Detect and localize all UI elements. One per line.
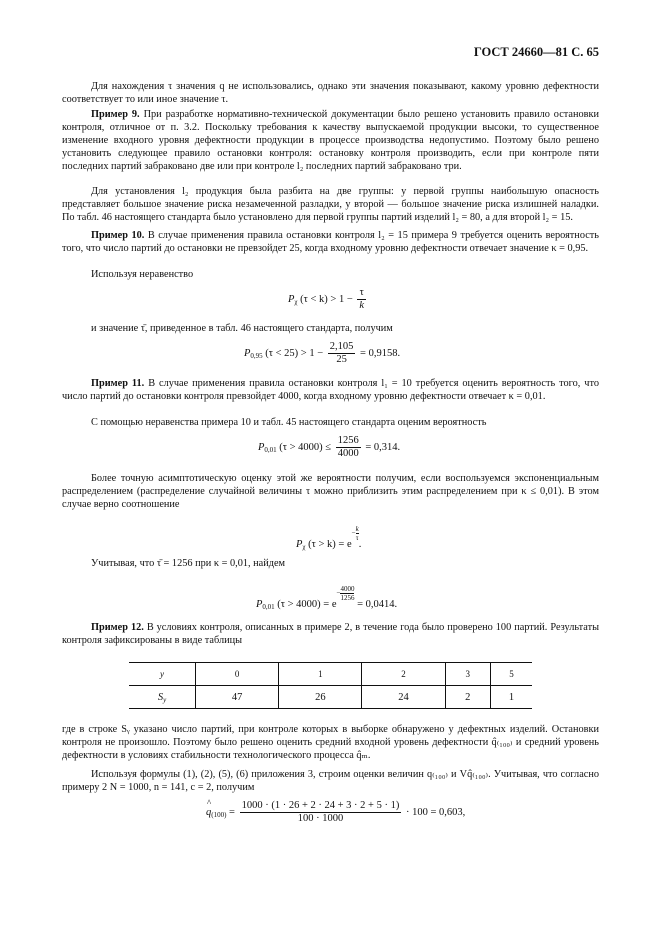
formula-6-result: · 100 = 0,603,	[405, 806, 466, 818]
table-cell: 5	[490, 663, 532, 686]
paragraph-inequality: Используя неравенство	[91, 269, 194, 280]
page-header: ГОСТ 24660—81 С. 65	[473, 45, 599, 59]
example-10-label: Пример 10.	[91, 230, 145, 241]
paragraph-groups: Для установления l₂ продукция была разбита на две группы: у первой группы наибольшую опасность представляет большое значение риска незамеченной разладки, у второй — большое значение риска излишней наладки. По табл. 46 настоящего стандарта было установлено для первой группы партий изделий l₂ = 80, а для второй l₂ = 15.	[62, 186, 599, 223]
formula-1-lhs: P	[288, 293, 295, 305]
formula-5-arg: (τ > 4000) = e	[277, 599, 337, 611]
formula-3-result: = 0,314.	[365, 441, 401, 453]
table-cell: 47	[196, 686, 279, 709]
formula-5	[256, 585, 397, 611]
example-11-text: В случае применения правила остановки контроля l₁ = 10 требуется оценить вероятность того, что число партий до остановки контроля превзойдет 4000, когда входному уровню дефектности отвечает κ = 0,01.	[62, 378, 599, 402]
formula-1	[288, 287, 368, 312]
paragraph-formulas: Используя формулы (1), (2), (5), (6) приложения 3, строим оценки величин q₍₁₀₀₎ и Vq̂₍₁₀₀₎. Учитывая, что согласно примеру 2 N = 1000, n = 141, c = 2, получим	[62, 769, 599, 793]
formula-5-exponent: − $\frac{4000}{1256}$	[336, 585, 355, 602]
formula-6-sub: (100)	[211, 810, 227, 819]
example-10-text: В случае применения правила остановки контроля l₂ = 15 примера 9 требуется оценить вероятность того, что число партий до остановки не превзойдет 25, когда входному уровню дефектности отвечает значение κ = 0,95.	[62, 230, 599, 254]
formula-5-exp-den: 1256	[340, 594, 355, 602]
paragraph-asymptotic: Более точную асимптотическую оценку этой же вероятности получим, если воспользуемся экспоненциальным распределением (распределение случайной величины τ можно приблизить этим распределением при κ ≤ 0,01). В этом случае верно соотношение	[62, 473, 599, 510]
formula-6-num: 1000 · (1 · 26 + 2 · 24 + 3 · 2 + 5 · 1)	[241, 800, 400, 811]
formula-2-num: 2,105	[329, 341, 354, 352]
paragraph-tau-value: и значение τ̄, приведенное в табл. 46 настоящего стандарта, получим	[91, 323, 393, 334]
table-row-label-s-main: S	[157, 691, 164, 703]
formula-6-lhs: ^ q	[206, 806, 211, 819]
paragraph-tau-note: Для нахождения τ значения q не использовались, однако эти значения показывают, какому уровню дефектности соответствует то или иное значение τ.	[62, 81, 599, 105]
formula-2-sub: 0,95	[250, 351, 263, 360]
formula-4-lhs: P	[296, 539, 303, 551]
formula-2-result: = 0,9158.	[360, 347, 401, 359]
formula-5-lhs: P	[256, 599, 263, 611]
formula-2-den: 25	[336, 354, 347, 365]
formula-1-num: τ	[357, 287, 366, 300]
paragraph-considering: Учитывая, что τ̄ = 1256 при κ = 0,01, найдем	[91, 558, 286, 569]
table-cell: 26	[279, 686, 362, 709]
formula-3-sub: 0,01	[264, 445, 277, 454]
formula-1-fraction	[357, 287, 366, 312]
example-9-label: Пример 9.	[91, 109, 140, 120]
table-cell: 24	[362, 686, 445, 709]
example-12	[62, 621, 599, 647]
table-cell: 1	[490, 686, 532, 709]
formula-4-exp-num: k	[355, 525, 359, 533]
example-12-text: В условиях контроля, описанных в примере 2, в течение года было проверено 100 партий. Результаты контроля зафиксированы в виде таблицы	[62, 622, 599, 646]
formula-1-arg: (τ < k) > 1 −	[300, 293, 353, 305]
formula-4	[296, 525, 361, 551]
formula-3-num: 1256	[337, 435, 359, 446]
table-cell: 2	[445, 686, 490, 709]
formula-1-sub: χ	[294, 297, 298, 306]
table-row-y	[129, 663, 532, 686]
example-9	[62, 108, 599, 173]
formula-3-arg: (τ > 4000) ≤	[279, 441, 332, 453]
formula-6-fraction	[240, 800, 402, 825]
table-cell: 2	[362, 663, 445, 686]
paragraph-table-explanation: где в строке Sᵧ указано число партий, при контроле которых в выборке обнаружено y дефектных изделий. Остановки контроля не произошло. Поэтому было решено оценить средний входной уровень дефектности q̂₍₁₀₀₎ и средний уровень дефектности в условиях стабильности технологического процесса q̂ₘ.	[62, 724, 599, 761]
formula-3-fraction	[336, 435, 361, 460]
formula-2-lhs: P	[244, 347, 251, 359]
table-cell: 0	[196, 663, 279, 686]
formula-6-den: 100 · 1000	[297, 813, 344, 824]
formula-3-lhs: P	[258, 441, 265, 453]
example-11-label: Пример 11.	[91, 378, 145, 389]
formula-4-sub: χ	[302, 543, 306, 552]
table-cell: 1	[279, 663, 362, 686]
example-11	[62, 377, 599, 403]
formula-1-den: k	[359, 300, 365, 311]
formula-4-tail: .	[358, 539, 362, 551]
formula-3-den: 4000	[337, 448, 359, 459]
formula-4-exponent: − $\frac{k}{\tau}$	[351, 525, 359, 542]
table-row-s	[129, 686, 532, 709]
results-table	[129, 662, 532, 709]
formula-2	[244, 341, 400, 366]
formula-5-sub: 0,01	[262, 603, 275, 612]
table-cell: 3	[445, 663, 490, 686]
table-row-label-y: y	[129, 663, 196, 686]
example-10	[62, 229, 599, 255]
formula-3	[258, 435, 400, 460]
formula-4-exp-den: τ	[355, 534, 359, 542]
formula-2-arg: (τ < 25) > 1 −	[265, 347, 324, 359]
formula-6: ^ $q_{(100)}$ = $\frac{1000 \cdot (1 \cdot 26 + 2 \cdot 24 + 3 \cdot 2 + 5 \cdot 1)}{100 \cdot 1000}$ · 100 = 0,603,	[206, 800, 465, 825]
paragraph-estimate: С помощью неравенства примера 10 и табл. 45 настоящего стандарта оценим вероятность	[91, 417, 487, 428]
formula-2-fraction	[328, 341, 356, 366]
formula-5-result: = 0,0414.	[357, 599, 398, 611]
example-9-text: При разработке нормативно-технической документации было решено установить правило остановки контроля, отличное от п. 3.2. Поскольку требования к качеству выпускаемой продукции высоки, то существенное изменение входного уровня дефектности продукции в процессе производства недопустимо. Поэтому было решено установить следующее правило остановки контроля: остановку контроля производить, если при контроле пяти последних партий забраковано две или при контроле l₂ последних партий забраковано три.	[62, 109, 600, 172]
table-row-label-s	[129, 686, 196, 709]
table-row-label-s-sub: y	[163, 695, 167, 704]
formula-4-arg: (τ > k) = e	[308, 539, 352, 551]
example-12-label: Пример 12.	[91, 622, 144, 633]
formula-5-exp-num: 4000	[340, 585, 355, 593]
